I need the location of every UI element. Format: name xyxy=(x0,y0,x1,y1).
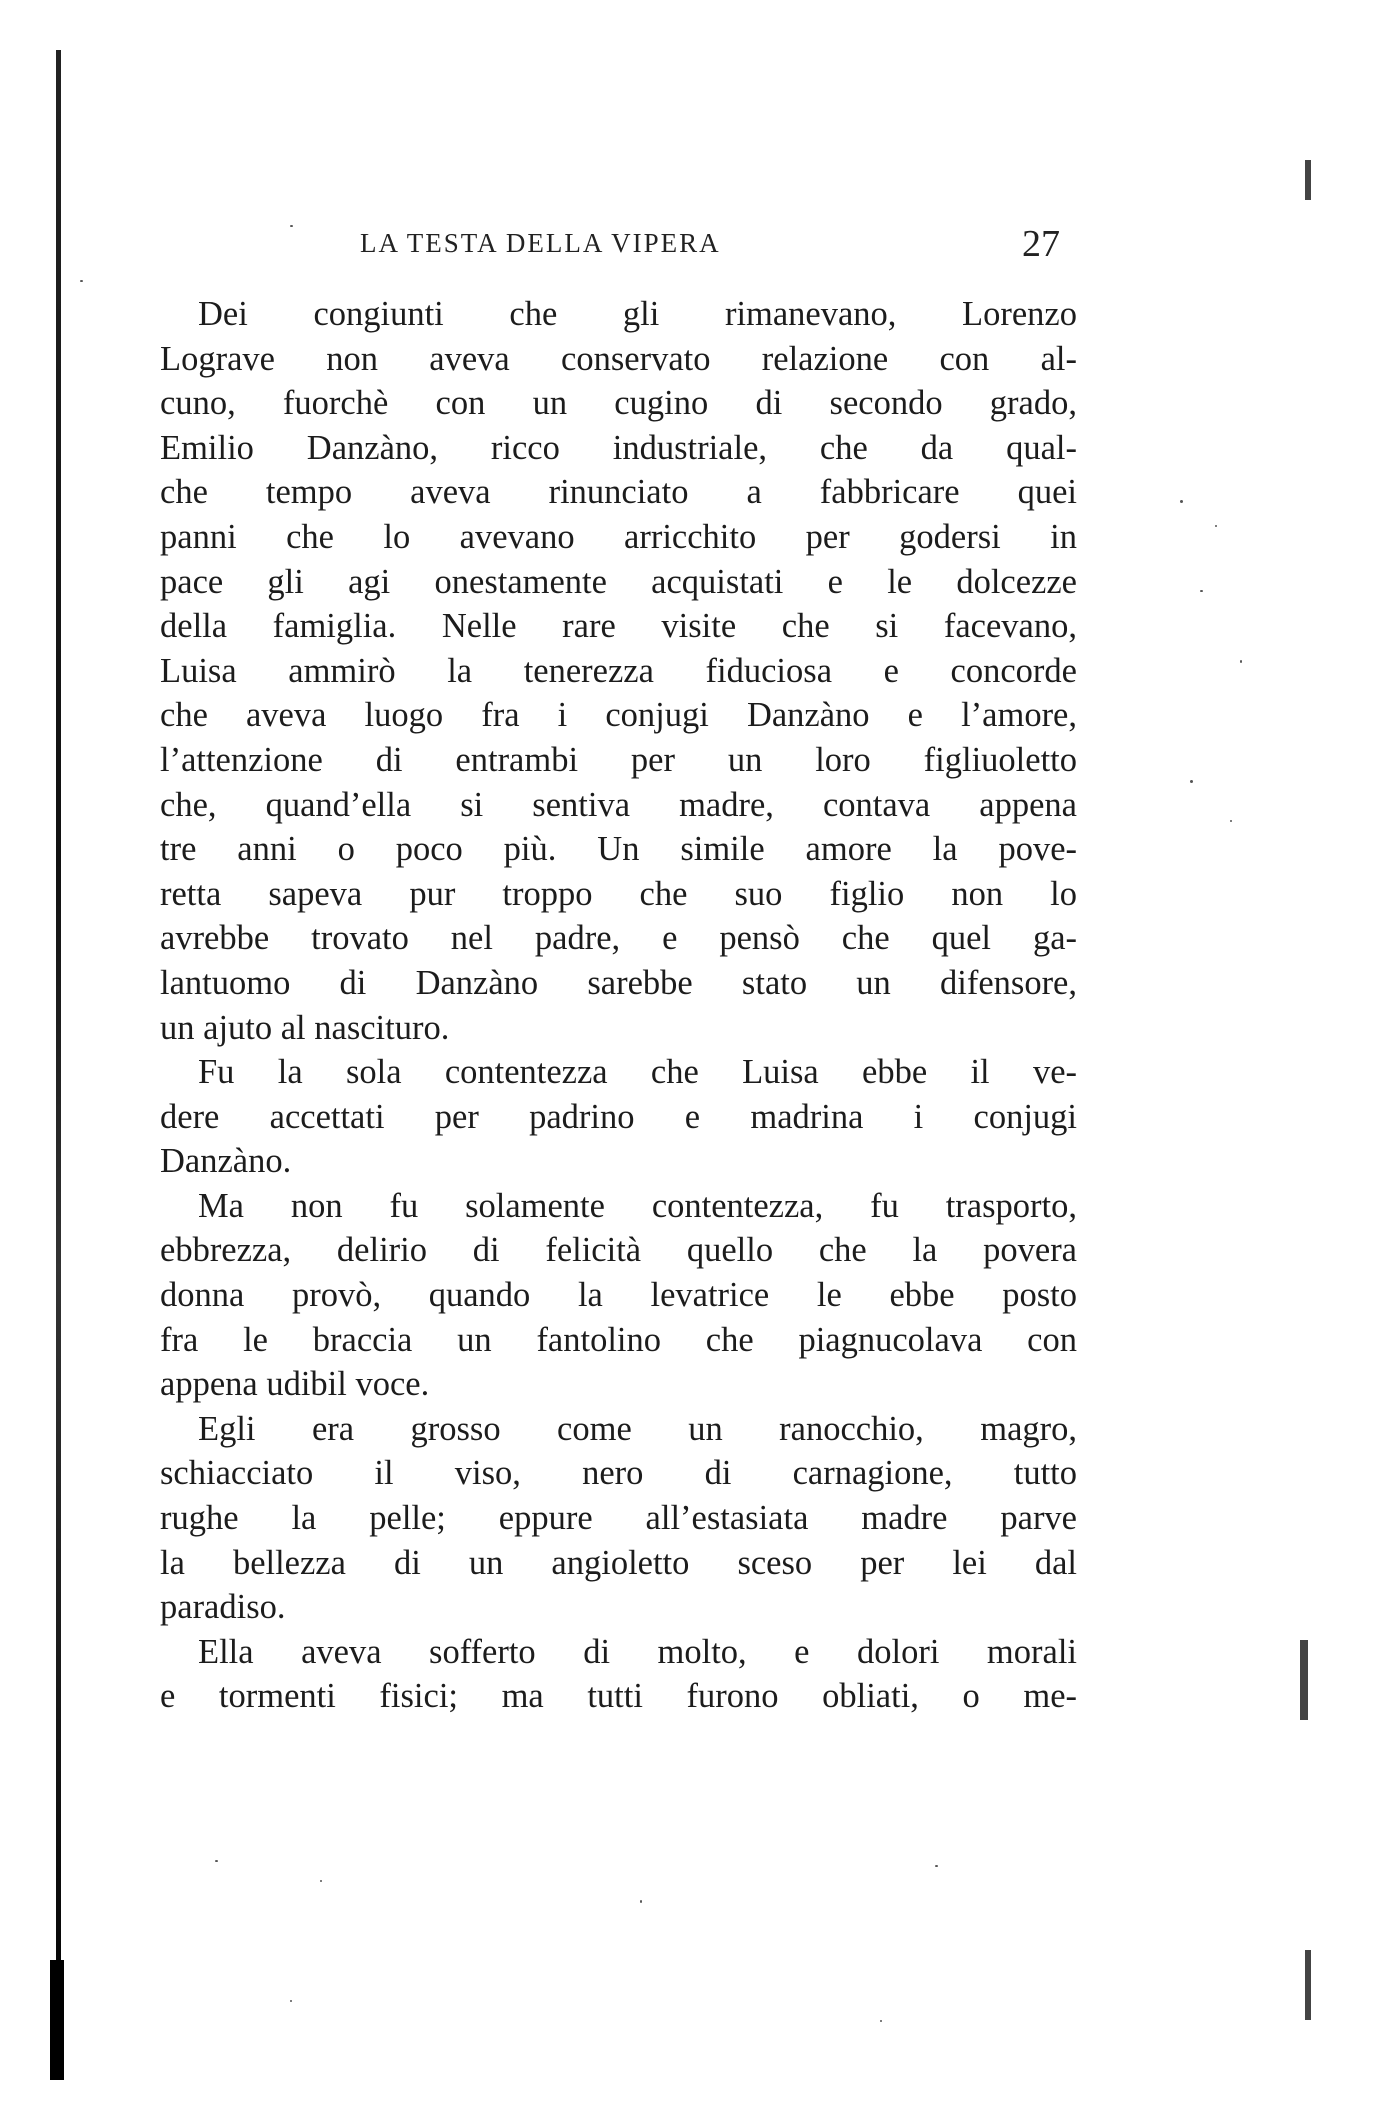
text-line: Ella aveva sofferto di molto, e dolori morali xyxy=(198,1632,1077,1671)
paragraph xyxy=(160,292,1077,1050)
text-line: un ajuto al nascituro. xyxy=(160,1008,450,1047)
text-line: Fu la sola contentezza che Luisa ebbe il ve- xyxy=(198,1053,1077,1092)
page-number: 27 xyxy=(1022,223,1060,265)
scan-speck xyxy=(290,2000,292,2002)
text-line: avrebbe trovato nel padre, e pensò che quel ga- xyxy=(160,919,1077,958)
text-line: retta sapeva pur troppo che suo figlio non lo xyxy=(160,874,1077,913)
scan-speck xyxy=(1240,660,1242,663)
text-line: Ma non fu solamente contentezza, fu trasporto, xyxy=(198,1186,1077,1225)
scan-speck xyxy=(880,2020,882,2022)
scan-speck xyxy=(80,280,83,282)
text-line: Egli era grosso come un ranocchio, magro, xyxy=(198,1409,1077,1448)
text-line: che tempo aveva rinunciato a fabbricare quei xyxy=(160,473,1077,512)
text-line: pace gli agi onestamente acquistati e le dolcezze xyxy=(160,562,1077,601)
scan-smudge xyxy=(1300,1640,1308,1720)
text-line: appena udibil voce. xyxy=(160,1365,430,1404)
scan-smudge xyxy=(1305,1950,1311,2020)
text-line: Luisa ammirò la tenerezza fiduciosa e concorde xyxy=(160,651,1077,690)
scan-speck xyxy=(640,1900,642,1903)
scan-speck xyxy=(1190,780,1193,783)
body-text xyxy=(160,292,1077,1719)
text-line: Danzàno. xyxy=(160,1142,292,1181)
paragraph xyxy=(160,1630,1077,1719)
scan-speck xyxy=(1230,820,1232,822)
binding-shadow xyxy=(50,1960,64,2080)
page-header xyxy=(360,223,1060,268)
scan-speck xyxy=(290,225,293,227)
text-line: ebbrezza, delirio di felicità quello che la povera xyxy=(160,1231,1077,1270)
text-line: la bellezza di un angioletto sceso per lei dal xyxy=(160,1543,1077,1582)
scan-speck xyxy=(1215,525,1217,527)
text-line: Lograve non aveva conservato relazione con al- xyxy=(160,339,1077,378)
binding-edge xyxy=(56,50,61,2080)
paragraph xyxy=(160,1184,1077,1407)
paragraph xyxy=(160,1407,1077,1630)
text-line: e tormenti fisici; ma tutti furono obliati, o me- xyxy=(160,1677,1077,1716)
paragraph xyxy=(160,1050,1077,1184)
scan-smudge xyxy=(1305,160,1311,200)
text-line: dere accettati per padrino e madrina i conjugi xyxy=(160,1097,1077,1136)
scan-speck xyxy=(1200,590,1203,592)
text-line: che aveva luogo fra i conjugi Danzàno e l’amore, xyxy=(160,696,1077,735)
scan-speck xyxy=(320,1880,322,1882)
text-line: fra le braccia un fantolino che piagnucolava con xyxy=(160,1320,1077,1359)
text-line: schiacciato il viso, nero di carnagione, tutto xyxy=(160,1454,1077,1493)
text-line: l’attenzione di entrambi per un loro figliuoletto xyxy=(160,740,1077,779)
text-line: paradiso. xyxy=(160,1588,286,1627)
text-line: panni che lo avevano arricchito per godersi in xyxy=(160,517,1077,556)
text-line: donna provò, quando la levatrice le ebbe posto xyxy=(160,1276,1077,1315)
scan-speck xyxy=(215,1860,218,1862)
text-line: Emilio Danzàno, ricco industriale, che da qual- xyxy=(160,428,1077,467)
text-line: lantuomo di Danzàno sarebbe stato un difensore, xyxy=(160,963,1077,1002)
scan-speck xyxy=(1180,500,1183,503)
text-line: Dei congiunti che gli rimanevano, Lorenzo xyxy=(198,295,1077,333)
text-line: rughe la pelle; eppure all’estasiata madre parve xyxy=(160,1499,1077,1538)
text-line: tre anni o poco più. Un simile amore la pove- xyxy=(160,830,1077,869)
text-line: della famiglia. Nelle rare visite che si facevano, xyxy=(160,607,1077,646)
text-line: cuno, fuorchè con un cugino di secondo grado, xyxy=(160,384,1077,423)
scan-speck xyxy=(935,1865,938,1867)
text-line: che, quand’ella si sentiva madre, contava appena xyxy=(160,785,1077,824)
running-title: LA TESTA DELLA VIPERA xyxy=(360,228,721,258)
